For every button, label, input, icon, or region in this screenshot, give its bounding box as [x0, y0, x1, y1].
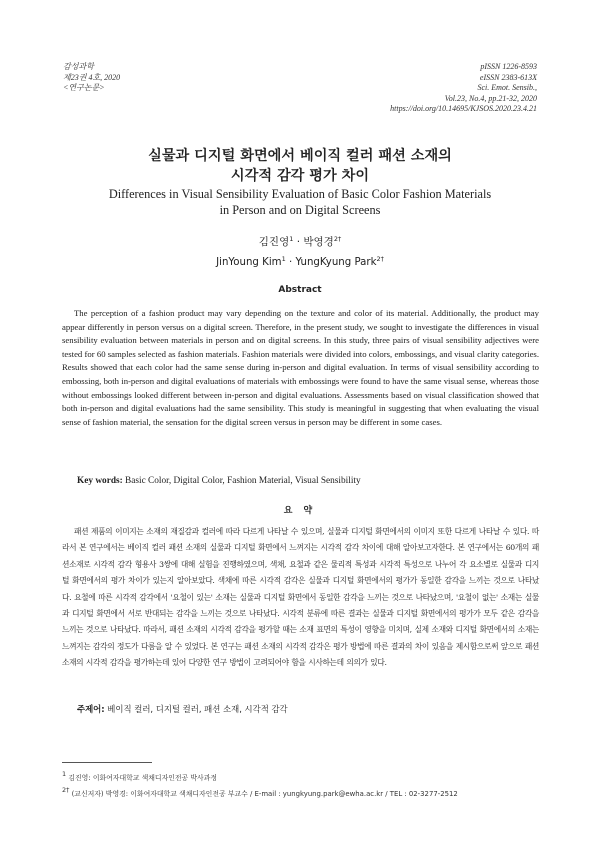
footnote-1-mark: 1	[62, 770, 67, 778]
author-1-en-mark: 1	[281, 255, 286, 263]
footnote-2-text: (교신저자) 박영경: 이화여자대학교 색채디자인전공 부교수 / E-mail : yungkyung.park@ewha.ac.kr / TEL : 02-3277-2512	[71, 790, 458, 798]
korean-abstract-text: 패션 제품의 이미지는 소재의 재질감과 컬러에 따라 다르게 나타날 수 있으며, 실물과 디지털 화면에서의 이미지 또한 다르게 나타날 수 있다. 따라서 본 연구에서는 베이직 컬러 패션 소재의 실물과 디지털 화면에서 느껴지는 시각적 감각 차이에 대해 알아보고자한다. 본 연구에서는 60개의 패션소재로 시각적 감각 형용사 3쌍에 대해 실험을 진행하였으며, 색채, 요철과 같은 물리적 특성과 시각적 특성으로 나누어 각 요소별로 실물과 디지털 화면에서의 평가 차이가 있는지 알아보았다. 색채에 따른 시각적 감각은 실물과 디지털 화면에서의 평가가 동일한 감각을 느끼는 것으로 나타났다. 요철에 따른 시각적 감각에서 '요철이 있는' 소재는 실물과 디지털 화면에서 동일한 감각을 느끼는 것으로 나타났으며, '요철이 없는' 소재는 실물과 디지털 화면에서 서로 반대되는 감각을 느끼는 것으로 나타났다. 시각적 분류에 따른 결과는 실물과 디지털 화면에서의 평가가 모두 같은 감각을 느끼는 것으로 나타났다. 따라서, 패션 소재의 시각적 감각을 평가할 때는 소재 표면의 특성이 영향을 미치며, 실제 소재와 디지털 화면에서의 소재는 느껴지는 감각의 정도가 다름을 알 수 있었다. 본 연구는 패션 소재의 시각적 감각은 평가 방법에 따른 결과의 차이 있음을 제시함으로써 앞으로 패션 소재의 시각적 감각을 평가하는데 있어 다양한 연구 방법이 고려되어야 함을 시사하는데 의의가 있다.	[62, 527, 539, 668]
footnote-1	[62, 770, 542, 782]
authors-english	[40, 252, 560, 270]
author-separator-en: ·	[285, 257, 296, 268]
korean-keywords-label: 주제어:	[77, 704, 105, 714]
title-english-line-1: Differences in Visual Sensibility Evaluation of Basic Color Fashion Materials	[108, 187, 492, 201]
doi-link[interactable]: https://doi.org/10.14695/KJSOS.2020.23.4.21	[390, 104, 537, 113]
author-2-ko-mark: 2†	[333, 235, 342, 243]
footnote-divider	[62, 762, 152, 763]
author-separator-ko: ·	[293, 236, 304, 248]
eissn: eISSN 2383-613X	[479, 72, 537, 82]
author-1-en: JinYoung Kim	[216, 257, 282, 268]
journal-volume: 제23권 4호, 2020	[63, 72, 121, 82]
authors-korean	[40, 232, 560, 249]
footnote-1-text: 김진영: 이화여자대학교 색채디자인전공 박사과정	[68, 774, 218, 782]
author-2-en-mark: 2†	[376, 255, 384, 263]
title-korean-line-1: 실물과 디지털 화면에서 베이직 컬러 패션 소재의	[148, 148, 452, 164]
journal-header-left	[63, 62, 120, 94]
journal-name: 감성과학	[63, 62, 94, 71]
pissn: pISSN 1226-8593	[480, 62, 537, 71]
footnote-2	[62, 786, 542, 798]
author-1-ko: 김진영	[258, 236, 290, 248]
journal-abbrev: Sci. Emot. Sensib.,	[477, 83, 537, 92]
title-korean	[40, 146, 560, 186]
author-2-ko: 박영경	[303, 236, 334, 248]
footnote-2-mark: 2†	[62, 786, 70, 794]
article-type: <연구논문>	[63, 83, 105, 92]
author-1-ko-mark: 1	[289, 235, 294, 243]
journal-header-right	[390, 62, 537, 115]
keywords-text: Basic Color, Digital Color, Fashion Material, Visual Sensibility	[125, 476, 361, 486]
title-korean-line-2: 시각적 감각 평가 차이	[230, 168, 370, 184]
author-2-en: YungKyung Park	[295, 257, 377, 268]
abstract-text: The perception of a fashion product may vary depending on the texture and color of its material. Additionally, the product may appear differently in person versus on a digital screen. Therefore, in the present study, we sought to investigate the differences in visual sensibility evaluation between materials in person and on digital screens. In this study, three pairs of visual sensibility adjectives were tested for 60 samples selected as fashion materials. Fashion materials were divided into colors, embossings, and visual clarity categories. Results showed that each color had the same sense during in-person and digital evaluation. In terms of visual sensibility according to embossing, both in-person and digital evaluations of materials with embossings were found to have the same visual sense, whereas those without embossings looked different between in-person and digital evaluations. Assessments based on visual classification showed that both in-person and digital evaluations had the same sensibility. This study is meaningful in suggesting that when evaluating the visual sense of fashion material, the sensation for the digital screen versus in person may be different in some cases.	[62, 308, 539, 427]
korean-abstract-heading: 요 약	[283, 506, 317, 516]
abstract-heading: Abstract	[278, 285, 322, 295]
title-english	[40, 186, 560, 218]
korean-keywords	[77, 703, 547, 715]
title-english-line-2: in Person and on Digital Screens	[219, 203, 381, 217]
korean-keywords-text: 베이직 컬러, 디지털 컬러, 패션 소재, 시각적 감각	[107, 704, 288, 714]
volume-pages: Vol.23, No.4, pp.21-32, 2020	[444, 93, 537, 103]
keywords	[77, 476, 547, 486]
keywords-label: Key words:	[77, 476, 123, 486]
